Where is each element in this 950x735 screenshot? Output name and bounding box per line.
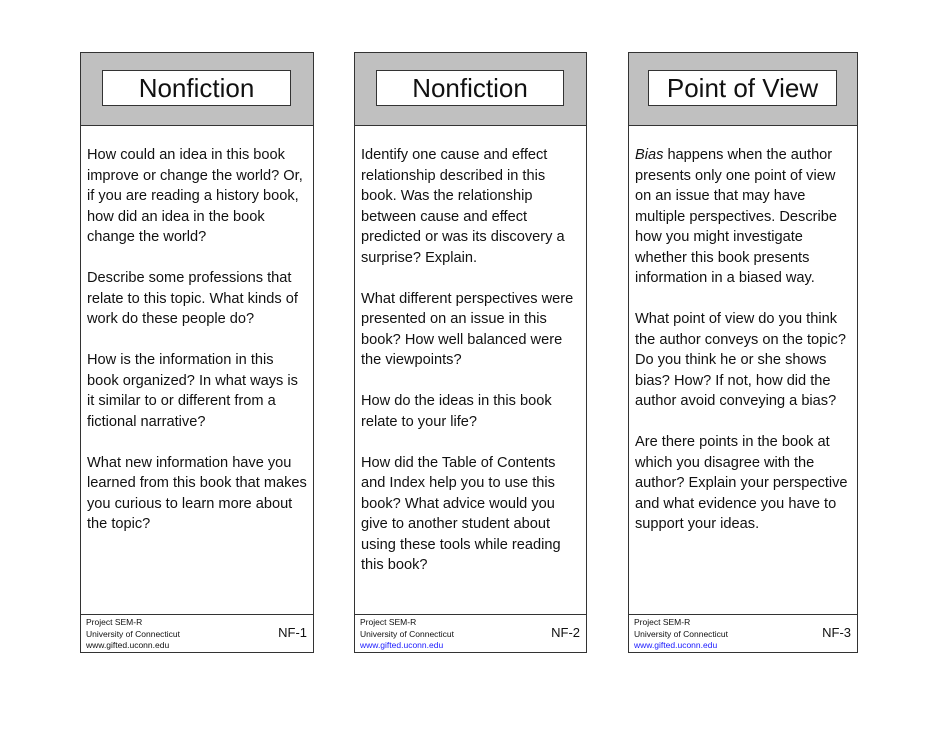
question-paragraph: What new information have you learned from this book that makes you curious to learn more about the topic? (87, 454, 307, 532)
card-footer (629, 614, 857, 652)
card-footer (355, 614, 586, 652)
footer-url: www.gifted.uconn.edu (86, 640, 170, 650)
footer-university: University of Connecticut (360, 628, 455, 639)
bookmark-card-nf2 (354, 52, 587, 653)
card-title: Nonfiction (376, 70, 564, 106)
question-paragraph: How do the ideas in this book relate to your life? (361, 393, 552, 430)
footer-project: Project SEM-R (360, 617, 417, 627)
footer-url[interactable]: www.gifted.uconn.edu (360, 640, 444, 650)
card-header (81, 53, 313, 126)
bookmark-card-nf1 (80, 52, 314, 653)
question-paragraph: How did the Table of Contents and Index help you to use this book? What advice would you give to another student about using these tools while reading this book? (361, 454, 561, 573)
card-code: NF-1 (278, 625, 307, 640)
bias-term: Bias (635, 147, 664, 163)
card-header (355, 53, 586, 126)
card-code: NF-3 (822, 625, 851, 640)
question-paragraph: How is the information in this book organized? In what ways is it similar to or different from a fictional narrative? (87, 352, 298, 430)
card-header (629, 53, 857, 126)
footer-credits (86, 617, 180, 652)
footer-url[interactable]: www.gifted.uconn.edu (634, 640, 718, 650)
footer-credits (634, 617, 728, 652)
question-paragraph: Identify one cause and effect relationship described in this book. Was the relationship between cause and effect predicted or was its discovery a surprise? Explain. (361, 147, 565, 266)
bookmark-card-nf3 (628, 52, 858, 653)
card-title: Nonfiction (102, 70, 291, 106)
footer-project: Project SEM-R (86, 617, 143, 627)
card-footer (81, 614, 313, 652)
question-paragraph: How could an idea in this book improve or change the world? Or, if you are reading a history book, how did an idea in the book change the world? (87, 147, 303, 245)
question-paragraph (635, 145, 853, 289)
card-body (87, 145, 309, 555)
question-paragraph: What different perspectives were presented on an issue in this book? How well balanced were the viewpoints? (361, 290, 574, 368)
question-paragraph: Describe some professions that relate to this topic. What kinds of work do these people do? (87, 270, 298, 327)
card-body (635, 145, 853, 555)
footer-university: University of Connecticut (634, 628, 729, 639)
question-paragraph: Are there points in the book at which you disagree with the author? Explain your perspective and what evidence you have to support your ideas. (635, 434, 848, 532)
footer-project: Project SEM-R (634, 617, 691, 627)
footer-credits (360, 617, 454, 652)
question-paragraph: What point of view do you think the author conveys on the topic? Do you think he or she shows bias? How? If not, how did the author avoid conveying a bias? (635, 311, 846, 409)
card-body (361, 145, 582, 596)
card-code: NF-2 (551, 625, 580, 640)
bias-definition: happens when the author presents only one point of view on an issue that may have multiple perspectives. Describe how you might investigate whether this book presents information in a biased way. (635, 147, 837, 286)
footer-university: University of Connecticut (86, 628, 181, 639)
card-title: Point of View (648, 70, 837, 106)
